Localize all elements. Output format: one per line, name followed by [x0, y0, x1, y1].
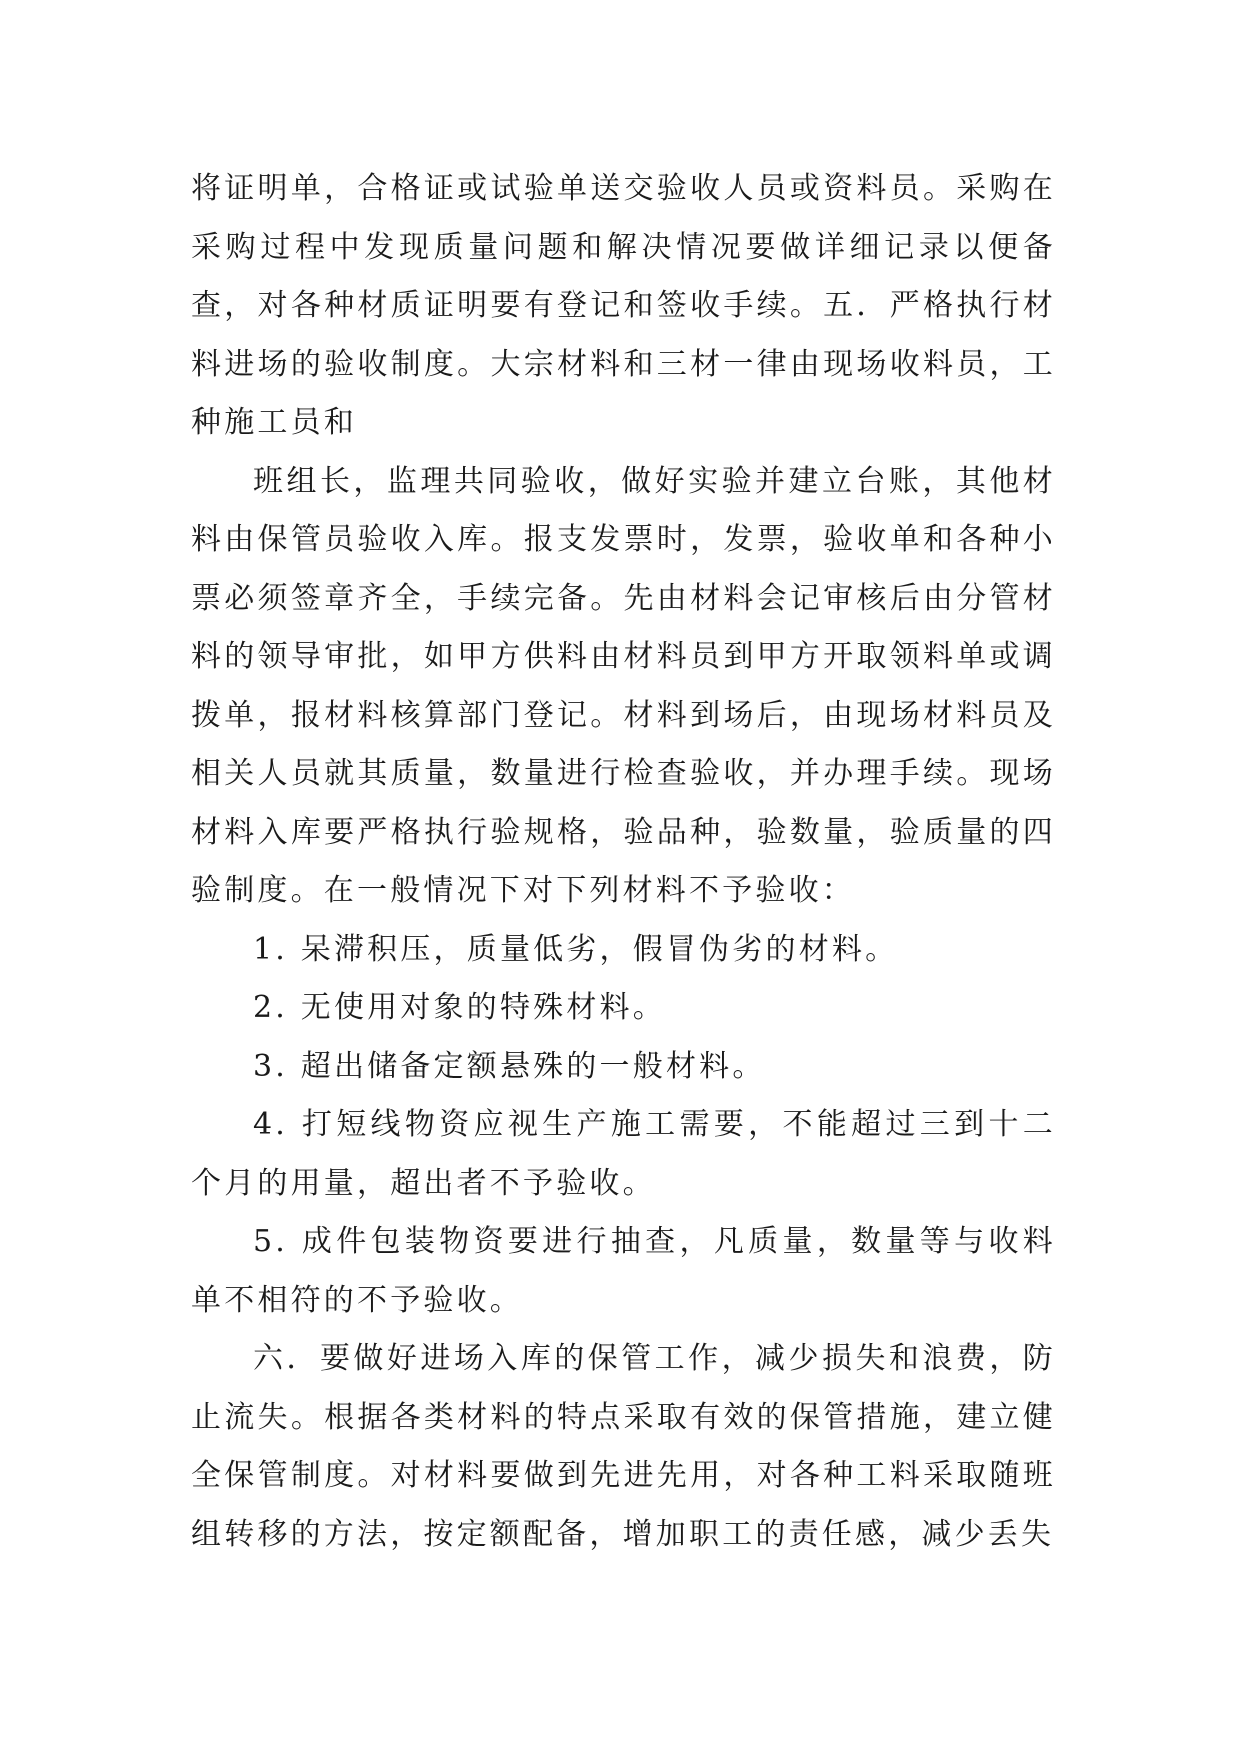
list-item-3: 3. 超出储备定额悬殊的一般材料。: [253, 1048, 766, 1084]
paragraph-section-6: 六．要做好进场入库的保管工作，减少损失和浪费，防止流失。根据各类材料的特点采取有效的保管措施，建立健全保管制度。对材料要做到先进先用，对各种工料采取随班组转移的方法，按定额配备，增加职工的责任感，减少丢失: [191, 1341, 1056, 1552]
list-item-4: 4. 打短线物资应视生产施工需要，不能超过三到十二个月的用量，超出者不予验收。: [191, 1107, 1056, 1201]
list-item-2: 2. 无使用对象的特殊材料。: [253, 990, 666, 1025]
list-item-1: 1. 呆滞积压，质量低劣，假冒伪劣的材料。: [253, 931, 899, 967]
document-body: [191, 160, 1056, 1564]
paragraph-1: 将证明单，合格证或试验单送交验收人员或资料员。采购在采购过程中发现质量问题和解决情况要做详细记录以便备查，对各种材质证明要有登记和签收手续。五．严格执行材料进场的验收制度。大宗材料和三材一律由现场收料员，工种施工员和: [191, 171, 1056, 440]
paragraph-2: 班组长，监理共同验收，做好实验并建立台账，其他材料由保管员验收入库。报支发票时，发票，验收单和各种小票必须签章齐全，手续完备。先由材料会记审核后由分管材料的领导审批，如甲方供料由材料员到甲方开取领料单或调拨单，报材料核算部门登记。材料到场后，由现场材料员及相关人员就其质量，数量进行检查验收，并办理手续。现场材料入库要严格执行验规格，验品种，验数量，验质量的四验制度。在一般情况下对下列材料不予验收：: [191, 463, 1056, 908]
list-item-5: 5. 成件包装物资要进行抽查，凡质量，数量等与收料单不相符的不予验收。: [191, 1224, 1056, 1318]
